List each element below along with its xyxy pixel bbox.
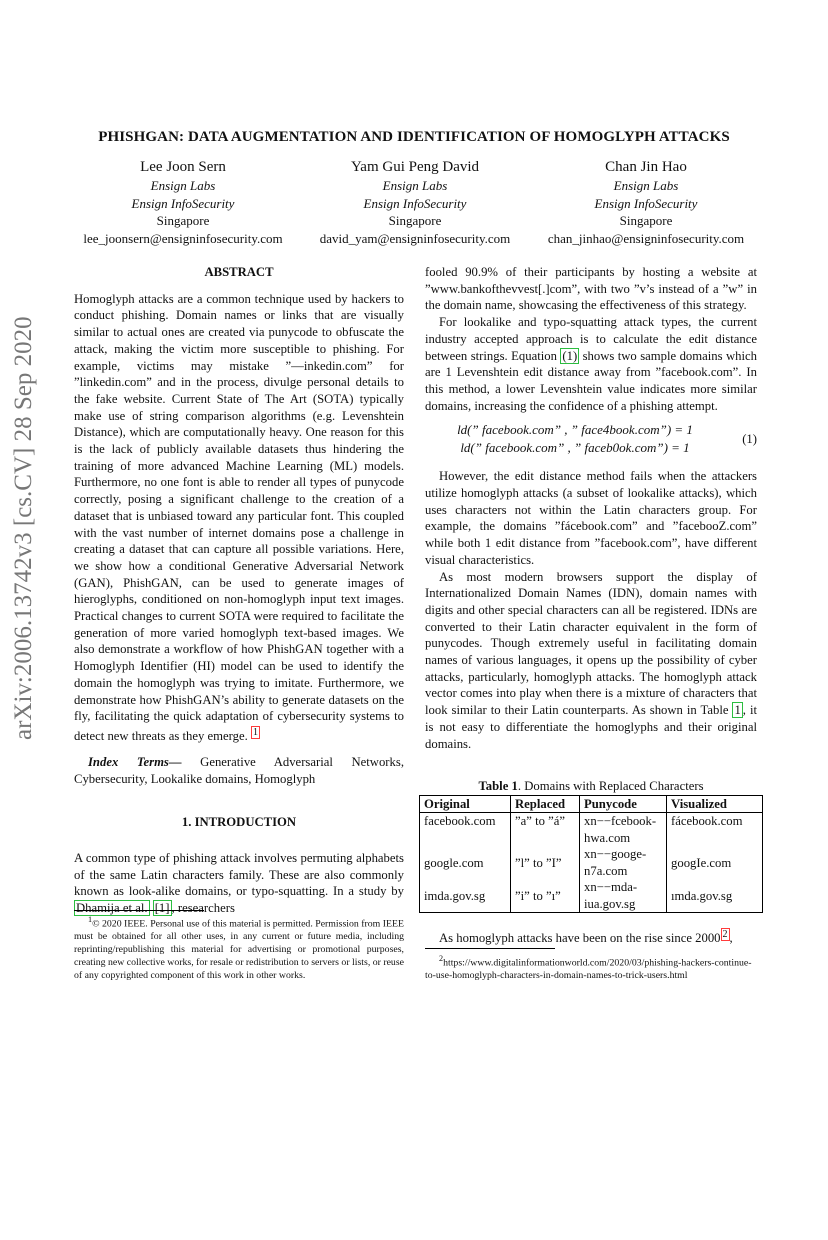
table-cell: fácebook.com	[667, 813, 763, 847]
footnote-2-text: https://www.digitalinformationworld.com/2020/03/phishing-hackers-continue-to-use-homoglyph-characters-in-domain-names-to-trick-users.html	[425, 957, 752, 982]
author-block-1	[58, 158, 308, 247]
table-row	[420, 813, 763, 847]
paper-title: PHISHGAN: DATA AUGMENTATION AND IDENTIFICATION OF HOMOGLYPH ATTACKS	[98, 129, 730, 145]
author-name: Chan Jin Hao	[605, 159, 687, 175]
footnote-link-2[interactable]: 2	[722, 929, 728, 941]
author-company: Ensign InfoSecurity	[363, 195, 467, 211]
table-row	[420, 879, 763, 913]
abstract-text	[74, 291, 404, 745]
footnote-rule	[74, 910, 204, 911]
footnote-rule-2	[425, 948, 555, 949]
table-cell: google.com	[424, 855, 484, 870]
section-heading-introduction: 1. INTRODUCTION	[181, 815, 297, 830]
author-country: Singapore	[619, 213, 673, 228]
table-row	[420, 846, 763, 879]
p2-text: For lookalike and typo-squatting attack types, the current industry accepted approach is to calculate the edit distance between strings. Equation	[425, 315, 757, 363]
p5-text: As homoglyph attacks have been on the rise since 2000	[439, 931, 721, 946]
author-country: Singapore	[388, 213, 442, 228]
table-header-cell: Punycode	[580, 795, 667, 813]
abstract-body: Homoglyph attacks are a common technique used by hackers to conduct phishing. Domain names or links that are visually similar to actual ones are created via punycode to obfuscate the attack, making the victim more susceptible to phishing. For example, victims may mistake ”—inkedin.com” for ”linkedin.com” and in the process, divulge personal details to the fake website. Current State of The Art (SOTA) typically make use of string comparison algorithms (e.g. Levenshtein Distance), which are computationally heavy. One reason for this is the lack of publicly available datasets thus hindering the training of more advanced Machine Learning (ML) models. Furthermore, no one font is able to render all types of punycode correctly, posing a significant challenge to the creation of a dataset that is unbiased toward any particular font. This coupled with the vast number of internet domains pose a challenge in creating a dataset that can capture all possible variations. Here, we show how a conditional Generative Adversarial Network (GAN), PhishGAN, can be used to generate images of hieroglyphs, conditioned on non-homoglyph input text images. Practical changes to current SOTA were required to facilitate the generation of more varied homoglyph text-based images. We also demonstrate a workflow of how PhishGAN together with a Homoglyph Identifier (HI) model can be used to identify the domain the homoglyph was trying to imitate. Furthermore, we demonstrate how PhishGAN’s ability to generate datasets on the fly, facilitating the quick adaptation of cybersecurity systems to detect new threats as they emerge.	[74, 291, 404, 744]
table-cell: ”a” to ”á”	[511, 813, 580, 847]
p4-text-end: , it is not easy to differentiate the homoglyphs and their original domains.	[425, 703, 757, 751]
author-org: Ensign Labs	[150, 178, 216, 193]
table-cell: ”i” to ”ı”	[511, 879, 580, 913]
intro-text: A common type of phishing attack involves permuting alphabets of the same Latin characters family. These are also commonly known as look-alike domains, or typo-squatting. In a study by	[74, 851, 404, 899]
author-block-3	[521, 158, 771, 247]
table-caption-text: . Domains with Replaced Characters	[517, 779, 704, 794]
footnote-1-text: © 2020 IEEE. Personal use of this material is permitted. Permission from IEEE must be obtained for all other uses, in any current or future media, including reprinting/republishing this material for advertising or promotional purposes, creating new collective works, for resale or redistribution to servers or lists, or reuse of any copyrighted component of this work in other works.	[74, 918, 404, 982]
arxiv-sidebar	[10, 316, 50, 1240]
right-paragraph-2	[425, 314, 757, 414]
equation-line-2: ld(” facebook.com” , ” faceb0ok.com”) = 1	[460, 440, 690, 456]
table-cell: xn−−mda-iua.gov.sg	[580, 879, 667, 913]
table-header-cell: Visualized	[667, 795, 763, 813]
table-caption	[425, 778, 757, 795]
p4-text: As most modern browsers support the display of Internationalized Domain Names (IDN), domain names with digits and other special characters can all be registered. IDNs are converted to their Latin character equivalent in the form of punycodes. Though extremely useful in facilitating domain names of various languages, it opens up the possibility of cyber attacks, particularly, homoglyph attacks. The homoglyph attack vector comes into play when there is a mixture of characters that look similar to their Latin counterparts. As shown in Table	[425, 569, 757, 718]
author-name: Lee Joon Sern	[140, 159, 226, 175]
table-header-row	[420, 795, 763, 813]
abstract-heading: ABSTRACT	[204, 265, 274, 279]
table-ref-link[interactable]: 1	[734, 703, 741, 718]
p2-text-end: shows two sample domains which are 1 Levenshtein edit distance away from ”facebook.com”. In this method, a lower Levenshtein value indicates more similar domains, increasing the confidence of a phishing attempt.	[425, 348, 757, 413]
author-email: david_yam@ensigninfosecurity.com	[319, 230, 511, 246]
author-email: lee_joonsern@ensigninfosecurity.com	[83, 230, 283, 246]
author-org: Ensign Labs	[382, 178, 448, 193]
table-cell: xn−−googe-n7a.com	[580, 846, 667, 879]
equation-ref-link[interactable]: (1)	[562, 348, 578, 363]
intro-text-end: , researchers	[171, 901, 235, 916]
right-paragraph-4	[425, 569, 757, 753]
right-column	[425, 264, 757, 947]
table-cell: xn−−fcebook-hwa.com	[580, 813, 667, 847]
author-name: Yam Gui Peng David	[350, 159, 480, 175]
domains-table	[419, 795, 763, 914]
index-terms-text: Generative Adversarial Networks, Cybersecurity, Lookalike domains, Homoglyph	[74, 754, 404, 786]
footnote-2	[425, 952, 757, 982]
table-cell: imda.gov.sg	[424, 888, 486, 903]
equation-number: (1)	[742, 432, 757, 447]
table-header-cell: Original	[420, 795, 511, 813]
author-block-2	[290, 158, 540, 247]
author-org: Ensign Labs	[613, 178, 679, 193]
right-paragraph-1: fooled 90.9% of their participants by hosting a website at ”www.bankofthevvest[.]com”, with two ”v’s instead of a ”w” in the domain name, showcasing the effectiveness of this strategy.	[425, 265, 757, 313]
table-header-cell: Replaced	[511, 795, 580, 813]
footnote-link-1[interactable]: 1	[252, 726, 258, 738]
author-company: Ensign InfoSecurity	[594, 195, 698, 211]
index-terms	[74, 754, 404, 787]
left-column	[74, 264, 404, 917]
footnote-1	[74, 913, 404, 982]
table-cell: ”l” to ”Ι”	[511, 846, 580, 879]
index-terms-label: Index Terms—	[88, 754, 182, 769]
equation-line-1: ld(” facebook.com” , ” face4book.com”) = 1	[457, 422, 693, 438]
table-cell: ımda.gov.sg	[667, 879, 763, 913]
citation-author-link[interactable]: Dhamija et al.	[76, 901, 148, 916]
equation-block	[425, 420, 757, 464]
right-paragraph-3: However, the edit distance method fails when the attackers utilize homoglyph attacks (a subset of lookalike attacks), which uses characters not within the Latin characters group. For example, the domains ”fácebook.com” and ”facebooZ.com” while both 1 edit distance from ”facebook.com”, have different visual characteristics.	[425, 469, 757, 567]
author-email: chan_jinhao@ensigninfosecurity.com	[547, 230, 745, 246]
arxiv-identifier: arXiv:2006.13742v3 [cs.CV] 28 Sep 2020	[10, 316, 37, 740]
table-caption-label: Table 1	[478, 779, 518, 794]
author-country: Singapore	[156, 213, 210, 228]
footnote-1-mark: 1	[88, 915, 93, 924]
table-cell: facebook.com	[424, 814, 496, 829]
author-company: Ensign InfoSecurity	[131, 195, 235, 211]
citation-number-link[interactable]: [1]	[154, 901, 170, 916]
table-cell: googIe.com	[667, 846, 763, 879]
p5-text-end: ,	[729, 931, 733, 946]
right-paragraph-5	[425, 927, 757, 947]
footnote-2-mark: 2	[439, 954, 444, 963]
intro-paragraph	[74, 850, 404, 917]
